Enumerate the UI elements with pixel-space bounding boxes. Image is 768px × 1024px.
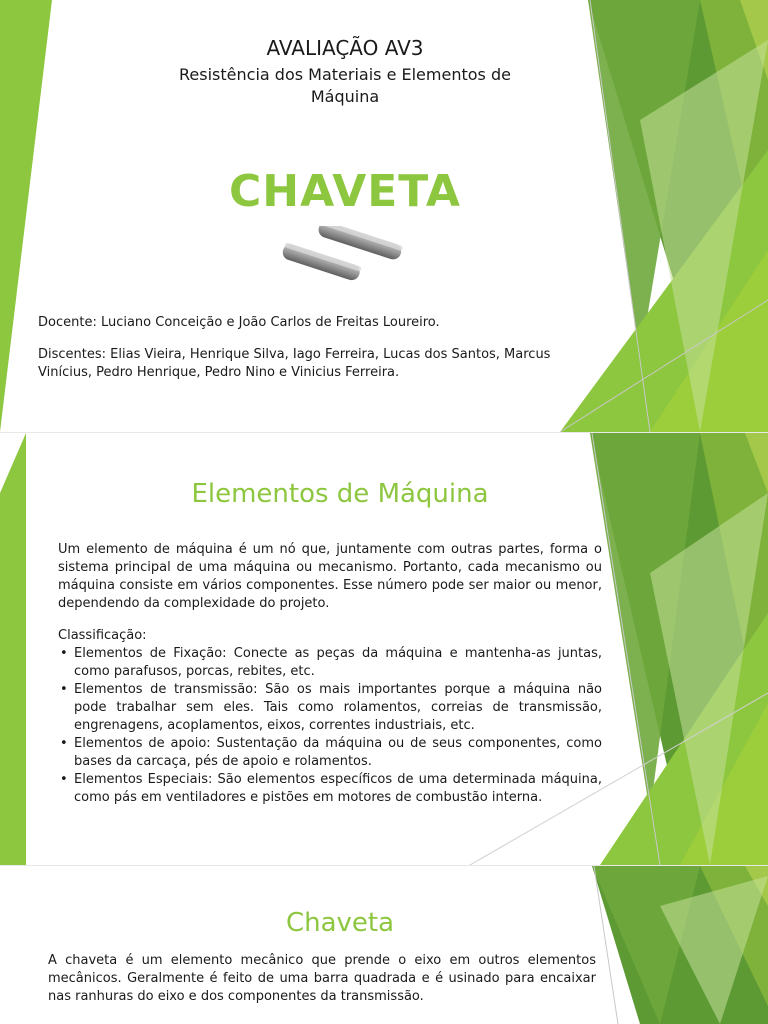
list-item: • Elementos de transmissão: São os mais importantes porque a máquina não pode trabalhar sem eles. Tais como rolamentos, correias de transmissão, engrenagens, acoplamentos, eixos, correntes industriais, etc. (58, 681, 602, 735)
course-subtitle (0, 64, 690, 108)
course-subtitle-line2: Máquina (310, 87, 380, 106)
classification-label: Classificação: (58, 628, 147, 643)
docente-text: Docente: Luciano Conceição e João Carlos de Freitas Loureiro. (38, 315, 440, 330)
slide-2-body (58, 541, 602, 807)
intro-paragraph: Um elemento de máquina é um nó que, juntamente com outras partes, forma o sistema principal de uma máquina ou mecanismo. Portanto, cada mecanismo ou máquina consiste em vários componentes. Esse número pode ser maior ou menor, dependendo da complexidade do projeto. (58, 542, 602, 611)
evaluation-title: AVALIAÇÃO AV3 (266, 36, 424, 60)
list-item: • Elementos de apoio: Sustentação da máquina ou de seus componentes, como bases da carcaça, pés de apoio e rolamentos. (58, 735, 602, 771)
slide-2-title: Elementos de Máquina (191, 479, 489, 509)
slide-3-body: A chaveta é um elemento mecânico que prende o eixo em outros elementos mecânicos. Geralmente é feito de uma barra quadrada e é usinado para encaixar nas ranhuras do eixo e dos componentes da transmissão. (48, 953, 596, 1004)
key-parts-image (272, 226, 412, 296)
course-subtitle-line1: Resistência dos Materiais e Elementos de (179, 65, 511, 84)
discentes-line1: Discentes: Elias Vieira, Henrique Silva, Iago Ferreira, Lucas dos Santos, Marcus (38, 347, 551, 362)
slide-2 (0, 433, 768, 865)
slide-1 (0, 0, 768, 432)
discentes-line2: Vinícius, Pedro Henrique, Pedro Nino e Vinicius Ferreira. (38, 365, 400, 380)
list-item: • Elementos Especiais: São elementos específicos de uma determinada máquina, como pás em ventiladores e pistões em motores de combustão interna. (58, 771, 602, 807)
discentes-text (38, 346, 558, 382)
classification-list (58, 645, 602, 807)
list-item: • Elementos de Fixação: Conecte as peças da máquina e mantenha-as juntas, como parafusos, porcas, rebites, etc. (58, 645, 602, 681)
slide-3 (0, 866, 768, 1024)
slide-3-title: Chaveta (285, 908, 395, 938)
main-title: CHAVETA (229, 166, 461, 217)
